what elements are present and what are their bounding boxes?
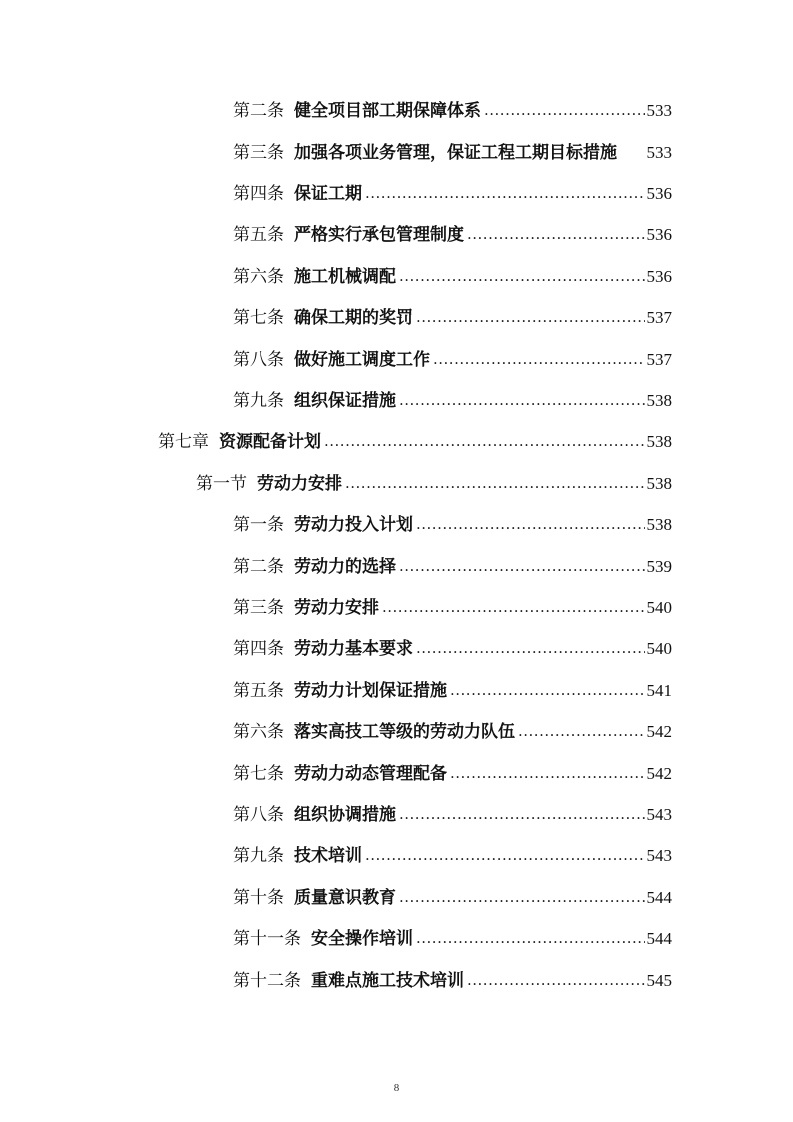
toc-entry-page: 536 bbox=[646, 184, 672, 203]
toc-entry-article[interactable] bbox=[233, 260, 672, 288]
dot-leader bbox=[484, 101, 645, 119]
dot-leader bbox=[399, 391, 645, 409]
toc-entry-page: 538 bbox=[646, 432, 672, 451]
toc-entry-label: 第五条 bbox=[233, 225, 284, 245]
toc-entry-title: 劳动力安排 bbox=[294, 598, 379, 618]
toc-entry-label: 第四条 bbox=[233, 184, 284, 204]
toc-entry-title: 劳动力的选择 bbox=[294, 557, 396, 577]
toc-entry-article[interactable] bbox=[233, 922, 672, 950]
toc-entry-page: 538 bbox=[646, 391, 672, 410]
dot-leader bbox=[416, 929, 645, 947]
toc-entry-page: 533 bbox=[646, 101, 672, 120]
toc-entry-title: 组织协调措施 bbox=[294, 805, 396, 825]
toc-entry-article[interactable] bbox=[233, 964, 672, 992]
toc-entry-article[interactable] bbox=[233, 881, 672, 909]
toc-entry-title: 保证工期 bbox=[294, 184, 362, 204]
dot-leader bbox=[416, 515, 645, 533]
toc-entry-label: 第十条 bbox=[233, 888, 284, 908]
dot-leader bbox=[416, 639, 645, 657]
toc-entry-label: 第五条 bbox=[233, 681, 284, 701]
dot-leader bbox=[365, 184, 645, 202]
toc-entry-title: 确保工期的奖罚 bbox=[294, 308, 413, 328]
toc-entry-title: 加强各项业务管理，保证工程工期目标措施 bbox=[294, 143, 617, 163]
toc-entry-page: 540 bbox=[646, 639, 672, 658]
toc-entry-label: 第三条 bbox=[233, 143, 284, 163]
toc-entry-page: 540 bbox=[646, 598, 672, 617]
dot-leader bbox=[324, 432, 645, 450]
dot-leader bbox=[433, 350, 645, 368]
dot-leader bbox=[416, 308, 645, 326]
toc-entry-label: 第三条 bbox=[233, 598, 284, 618]
toc-entry-label: 第七条 bbox=[233, 764, 284, 784]
toc-entry-article[interactable] bbox=[233, 674, 672, 702]
dot-leader bbox=[518, 722, 645, 740]
toc-entry-article[interactable] bbox=[233, 798, 672, 826]
toc-entry-page: 536 bbox=[646, 267, 672, 286]
toc-entry-label: 第八条 bbox=[233, 805, 284, 825]
toc-entry-title: 组织保证措施 bbox=[294, 391, 396, 411]
toc-entry-article[interactable] bbox=[233, 177, 672, 205]
dot-leader bbox=[399, 888, 645, 906]
toc-entry-article[interactable] bbox=[233, 632, 672, 660]
toc-entry-label: 第四条 bbox=[233, 639, 284, 659]
toc-entry-title: 资源配备计划 bbox=[219, 432, 321, 452]
dot-leader bbox=[399, 267, 645, 285]
toc-entry-article[interactable] bbox=[233, 343, 672, 371]
toc-entry-page: 536 bbox=[646, 225, 672, 244]
toc-entry-article[interactable] bbox=[233, 136, 672, 164]
toc-entry-section[interactable] bbox=[196, 467, 672, 495]
toc-entry-label: 第十二条 bbox=[233, 971, 301, 991]
toc-entry-page: 543 bbox=[646, 846, 672, 865]
toc-entry-article[interactable] bbox=[233, 839, 672, 867]
toc-entry-page: 544 bbox=[646, 929, 672, 948]
toc-entry-page: 539 bbox=[646, 557, 672, 576]
toc-entry-article[interactable] bbox=[233, 384, 672, 412]
dot-leader bbox=[467, 225, 645, 243]
toc-entry-title: 重难点施工技术培训 bbox=[311, 971, 464, 991]
toc-entry-title: 劳动力计划保证措施 bbox=[294, 681, 447, 701]
dot-leader bbox=[450, 681, 645, 699]
toc-entry-label: 第七条 bbox=[233, 308, 284, 328]
toc-entry-title: 质量意识教育 bbox=[294, 888, 396, 908]
toc-entry-page: 545 bbox=[646, 971, 672, 990]
toc-entry-label: 第六条 bbox=[233, 722, 284, 742]
toc-entry-label: 第二条 bbox=[233, 557, 284, 577]
toc-entry-article[interactable] bbox=[233, 508, 672, 536]
toc-entry-article[interactable] bbox=[233, 94, 672, 122]
toc-entry-page: 538 bbox=[646, 474, 672, 493]
toc-entry-title: 技术培训 bbox=[294, 846, 362, 866]
toc-entry-title: 安全操作培训 bbox=[311, 929, 413, 949]
toc-entry-page: 544 bbox=[646, 888, 672, 907]
toc-entry-article[interactable] bbox=[233, 757, 672, 785]
toc-entry-title: 劳动力基本要求 bbox=[294, 639, 413, 659]
page-number: 8 bbox=[393, 1082, 400, 1094]
toc-entry-title: 劳动力安排 bbox=[257, 474, 342, 494]
toc-entry-page: 537 bbox=[646, 308, 672, 327]
toc-entry-article[interactable] bbox=[233, 550, 672, 578]
toc-entry-label: 第九条 bbox=[233, 391, 284, 411]
dot-leader bbox=[399, 805, 645, 823]
toc-entry-title: 施工机械调配 bbox=[294, 267, 396, 287]
toc-entry-label: 第九条 bbox=[233, 846, 284, 866]
toc-entry-article[interactable] bbox=[233, 715, 672, 743]
toc-entry-page: 538 bbox=[646, 515, 672, 534]
toc-entry-chapter[interactable] bbox=[158, 425, 672, 453]
toc-entry-page: 541 bbox=[646, 681, 672, 700]
toc-entry-title: 健全项目部工期保障体系 bbox=[294, 101, 481, 121]
toc-entry-page: 542 bbox=[646, 764, 672, 783]
toc-entry-title: 严格实行承包管理制度 bbox=[294, 225, 464, 245]
toc-entry-page: 543 bbox=[646, 805, 672, 824]
toc-entry-article[interactable] bbox=[233, 301, 672, 329]
dot-leader bbox=[450, 764, 645, 782]
toc-entry-label: 第十一条 bbox=[233, 929, 301, 949]
dot-leader bbox=[467, 971, 645, 989]
toc-entry-page: 533 bbox=[646, 143, 672, 162]
toc-entry-label: 第一节 bbox=[196, 474, 247, 494]
dot-leader bbox=[399, 557, 645, 575]
toc-entry-label: 第二条 bbox=[233, 101, 284, 121]
toc-entry-label: 第六条 bbox=[233, 267, 284, 287]
toc-entry-page: 537 bbox=[646, 350, 672, 369]
dot-leader bbox=[365, 846, 645, 864]
toc-entry-page: 542 bbox=[646, 722, 672, 741]
dot-leader bbox=[345, 474, 645, 492]
toc-entry-title: 劳动力动态管理配备 bbox=[294, 764, 447, 784]
toc-entry-article[interactable] bbox=[233, 218, 672, 246]
toc-entry-article[interactable] bbox=[233, 591, 672, 619]
toc-entry-label: 第一条 bbox=[233, 515, 284, 535]
dot-leader bbox=[382, 598, 645, 616]
toc-entry-title: 劳动力投入计划 bbox=[294, 515, 413, 535]
toc-entry-title: 落实高技工等级的劳动力队伍 bbox=[294, 722, 515, 742]
toc-entry-label: 第七章 bbox=[158, 432, 209, 452]
toc-entry-title: 做好施工调度工作 bbox=[294, 350, 430, 370]
toc-entry-label: 第八条 bbox=[233, 350, 284, 370]
